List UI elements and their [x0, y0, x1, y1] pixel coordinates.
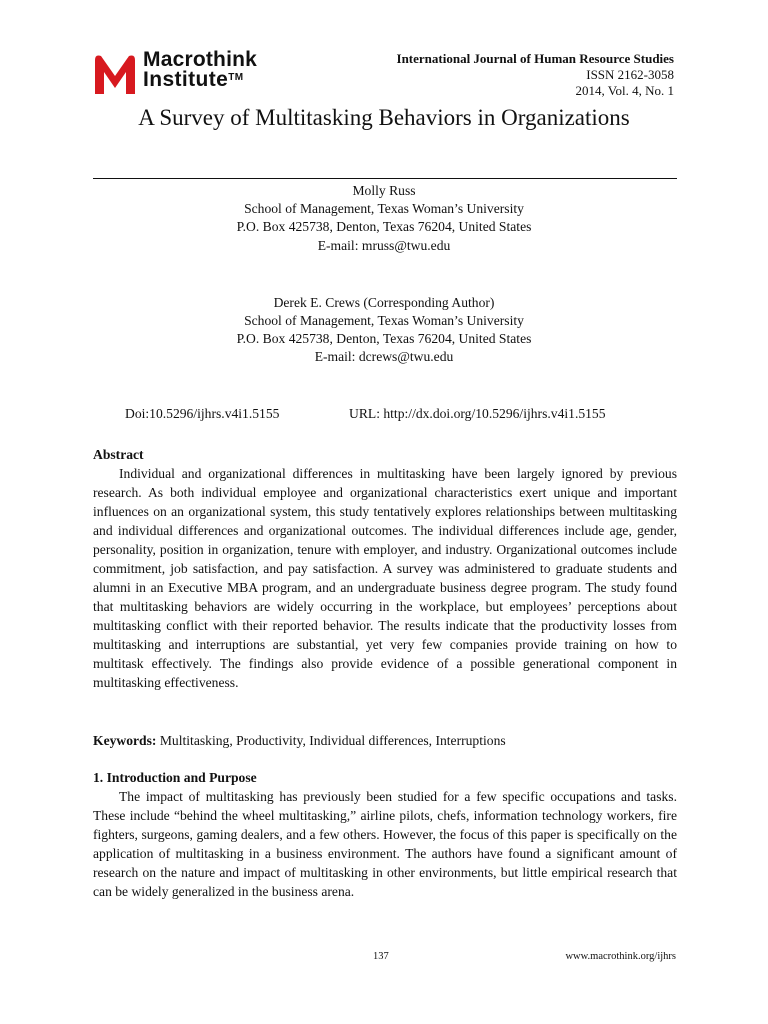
section-introduction [93, 768, 677, 901]
author-address: P.O. Box 425738, Denton, Texas 76204, United States [236, 219, 532, 235]
author-block [0, 294, 768, 367]
logo-wordmark [143, 50, 257, 90]
doi[interactable]: Doi:10.5296/ijhrs.v4i1.5155 [125, 406, 280, 421]
author-affiliation: School of Management, Texas Woman’s University [244, 201, 524, 217]
author-affiliation: School of Management, Texas Woman’s University [244, 313, 524, 329]
abstract-section [93, 445, 677, 692]
paper-title: A Survey of Multitasking Behaviors in Organizations [138, 105, 630, 130]
journal-info [397, 51, 674, 99]
keywords-label: Keywords: [93, 733, 157, 748]
footer-website[interactable]: www.macrothink.org/ijhrs [565, 951, 676, 962]
author-block [0, 182, 768, 255]
author-name: Molly Russ [352, 183, 416, 198]
author-list [0, 182, 768, 367]
author-name: Derek E. Crews (Corresponding Author) [273, 294, 495, 310]
section-heading: 1. Introduction and Purpose [93, 770, 257, 785]
logo-line2 [143, 70, 257, 90]
macrothink-logo-icon [93, 50, 139, 96]
url-link[interactable]: URL: http://dx.doi.org/10.5296/ijhrs.v4i1.5155 [349, 406, 606, 421]
abstract-heading: Abstract [93, 447, 144, 462]
author-email[interactable]: E-mail: dcrews@twu.edu [314, 349, 454, 365]
journal-volume: 2014, Vol. 4, No. 1 [575, 83, 674, 98]
section-text: The impact of multitasking has previously been studied for a few specific occupations and tasks. These include “behind the wheel multitasking,” airline pilots, chefs, information technology workers, fire fighters, surgeons, gaming dealers, and a few others. However, the focus of this paper is specifically on the application of multitasking in a business environment. The authors have found a significant amount of research on the nature and impact of multitasking in other environments, but little empirical research that can be widely generalized in the business arena. [93, 789, 677, 899]
publisher-logo [93, 50, 293, 98]
logo-line1: Macrothink [143, 48, 258, 71]
logo-line2-text: Institute [143, 68, 229, 91]
author-email[interactable]: E-mail: mruss@twu.edu [317, 237, 451, 253]
abstract-text: Individual and organizational differences in multitasking have been largely ignored by previous research. As both individual employee and organizational characteristics exert unique and important influences on an organizational system, this study tentatively explores relationships between multitasking and individual differences and organizational outcomes. The individual differences include age, gender, personality, position in organization, tenure with employer, and industry. Organizational outcomes include commitment, job satisfaction, and pay satisfaction. A survey was administered to graduate students and alumni in an Executive MBA program, and an undergraduate business degree program. The study found that multitasking behaviors are widely occurring in the workplace, but employees’ perceptions about multitasking conflict with their reported behavior. The results indicate that the productivity losses from multitasking and interruptions are substantial, yet very few companies provide training on how to multitask effectively. The findings also provide evidence of a possible generational component in multitasking effectiveness. [93, 466, 677, 690]
author-address: P.O. Box 425738, Denton, Texas 76204, United States [236, 331, 532, 347]
keywords-text: Multitasking, Productivity, Individual differences, Interruptions [159, 733, 506, 748]
journal-issn: ISSN 2162-3058 [586, 67, 674, 82]
title-divider [93, 178, 677, 179]
logo-trademark: TM [228, 72, 244, 83]
journal-title: International Journal of Human Resource Studies [396, 51, 674, 66]
keywords [93, 731, 677, 750]
page-number: 137 [373, 951, 389, 962]
